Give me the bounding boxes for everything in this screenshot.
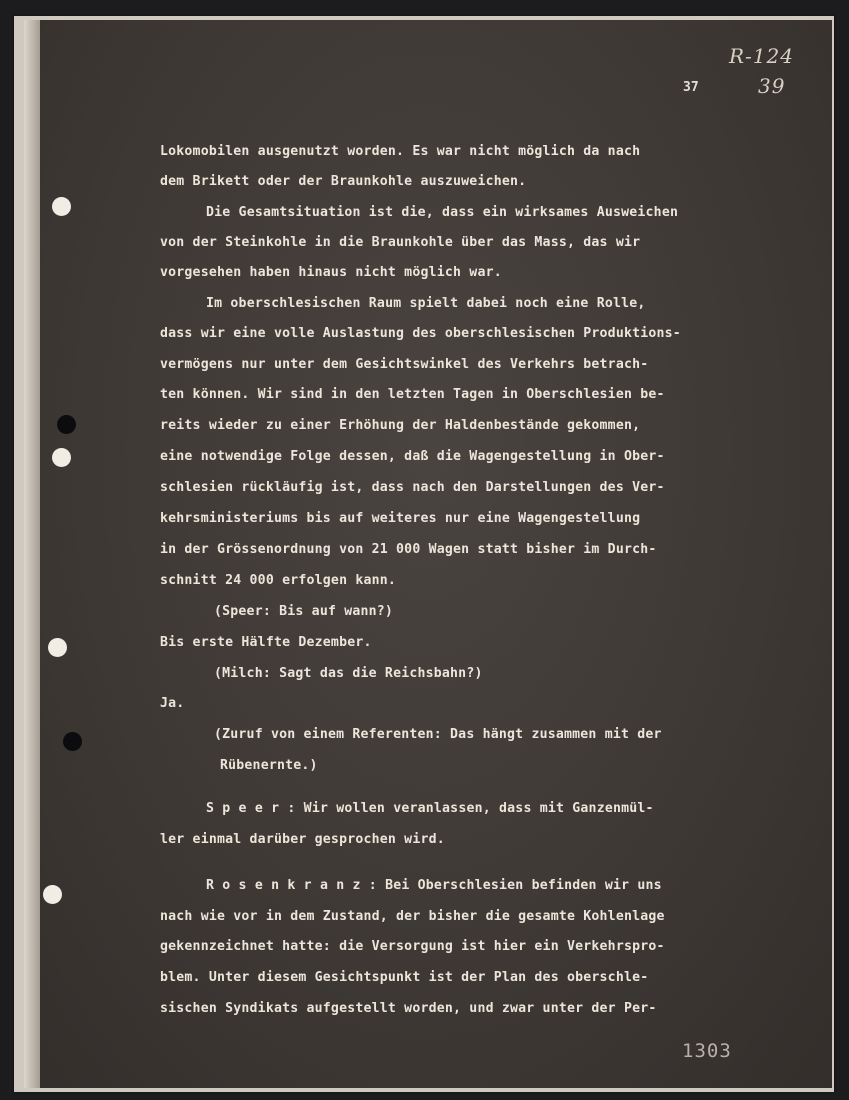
text-line: Bis erste Hälfte Dezember. xyxy=(160,635,372,650)
text-line: R o s e n k r a n z : Bei Oberschlesien befinden wir uns xyxy=(206,878,662,893)
punch-hole xyxy=(52,197,71,216)
text-line: (Milch: Sagt das die Reichsbahn?) xyxy=(214,666,483,681)
text-line: Lokomobilen ausgenutzt worden. Es war nicht möglich da nach xyxy=(160,144,641,159)
punch-hole xyxy=(48,638,67,657)
text-line: vorgesehen haben hinaus nicht möglich war. xyxy=(160,265,502,280)
text-line: schlesien rückläufig ist, dass nach den Darstellungen des Ver- xyxy=(160,480,665,495)
handwritten-page-number: 39 xyxy=(758,74,786,98)
archive-stamp-number: 1303 xyxy=(682,1040,732,1062)
text-line: schnitt 24 000 erfolgen kann. xyxy=(160,573,397,588)
text-line: vermögens nur unter dem Gesichtswinkel des Verkehrs betrach- xyxy=(160,357,649,372)
text-line: ler einmal darüber gesprochen wird. xyxy=(160,832,445,847)
text-line: eine notwendige Folge dessen, daß die Wagengestellung in Ober- xyxy=(160,449,665,464)
page-left-edge xyxy=(24,20,40,1088)
handwritten-reference: R-124 xyxy=(729,44,794,68)
text-line: von der Steinkohle in die Braunkohle über das Mass, das wir xyxy=(160,235,641,250)
text-line: S p e e r : Wir wollen veranlassen, dass mit Ganzenmül- xyxy=(206,801,654,816)
text-line: Im oberschlesischen Raum spielt dabei noch eine Rolle, xyxy=(206,296,646,311)
text-line: nach wie vor in dem Zustand, der bisher die gesamte Kohlenlage xyxy=(160,909,665,924)
text-line: in der Grössenordnung von 21 000 Wagen statt bisher im Durch- xyxy=(160,542,657,557)
text-line: dass wir eine volle Auslastung des oberschlesischen Produktions- xyxy=(160,326,681,341)
text-line: dem Brikett oder der Braunkohle auszuweichen. xyxy=(160,174,527,189)
text-line: gekennzeichnet hatte: die Versorgung ist hier ein Verkehrspro- xyxy=(160,939,665,954)
text-line: Rübenernte.) xyxy=(220,758,318,773)
punch-hole xyxy=(57,415,76,434)
punch-hole xyxy=(52,448,71,467)
text-line: blem. Unter diesem Gesichtspunkt ist der Plan des oberschle- xyxy=(160,970,649,985)
text-line: reits wieder zu einer Erhöhung der Haldenbestände gekommen, xyxy=(160,418,641,433)
punch-hole xyxy=(43,885,62,904)
text-line: ten können. Wir sind in den letzten Tagen in Oberschlesien be- xyxy=(160,387,665,402)
text-line: (Speer: Bis auf wann?) xyxy=(214,604,394,619)
text-line: (Zuruf von einem Referenten: Das hängt zusammen mit der xyxy=(214,727,662,742)
punch-hole xyxy=(63,732,82,751)
text-line: Die Gesamtsituation ist die, dass ein wirksames Ausweichen xyxy=(206,205,679,220)
text-line: kehrsministeriums bis auf weiteres nur eine Wagengestellung xyxy=(160,511,641,526)
page-number: 37 xyxy=(683,80,699,95)
text-line: Ja. xyxy=(160,696,185,711)
text-line: sischen Syndikats aufgestellt worden, und zwar unter der Per- xyxy=(160,1001,657,1016)
